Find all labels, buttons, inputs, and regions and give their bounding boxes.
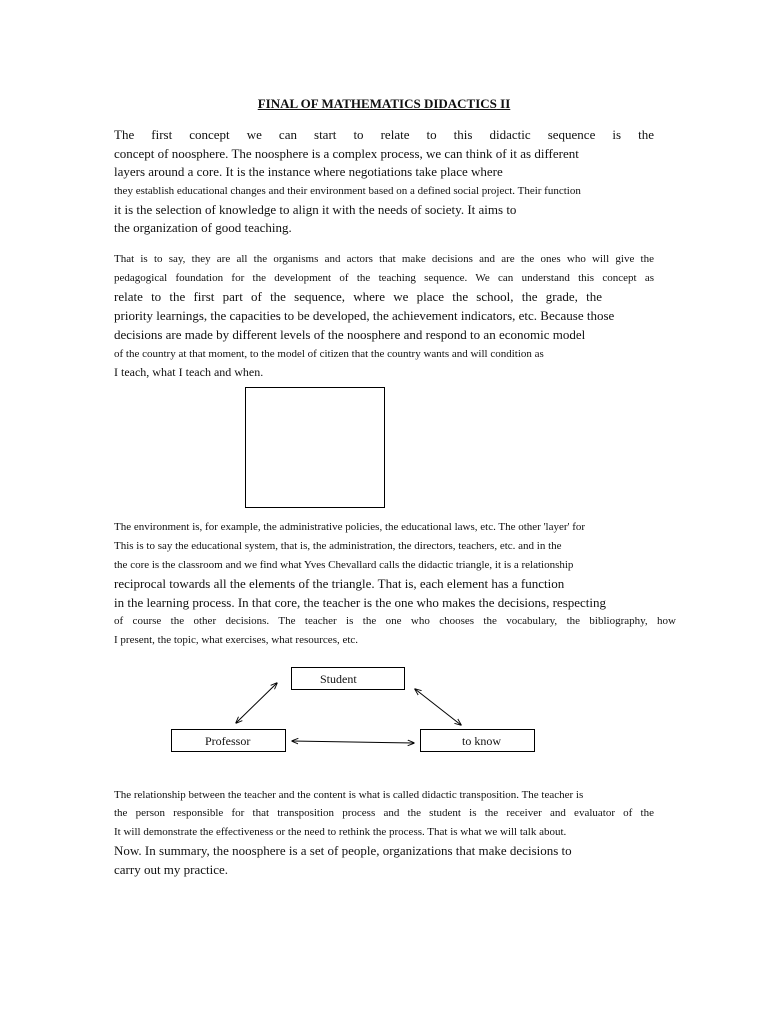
paragraph-3-line: The environment is, for example, the administrative policies, the educational laws, etc. The other 'layer' for — [114, 521, 586, 533]
to-know-node: to know — [420, 729, 535, 752]
paragraph-2-line: relate to the first part of the sequence, where we place the school, the grade, the — [114, 289, 602, 304]
paragraph-3-line: of course the other decisions. The teacher is the one who chooses the vocabulary, the bibliography, how — [114, 615, 676, 627]
professor-node: Professor — [171, 729, 286, 752]
student-professor-arrow — [236, 683, 277, 723]
paragraph-2-line: That is to say, they are all the organisms and actors that make decisions and are the ones who will give the — [114, 253, 654, 265]
paragraph-2-line: I teach, what I teach and when. — [114, 365, 264, 379]
title-suffix: II — [496, 96, 511, 111]
paragraph-1-line: layers around a core. It is the instance where negotiations take place where — [114, 164, 503, 179]
paragraph-1-line: The first concept we can start to relate to this didactic sequence is the — [114, 127, 654, 142]
student-to-know-arrow — [415, 689, 461, 725]
paragraph-2-line: of the country at that moment, to the model of citizen that the country wants and will condition as — [114, 348, 544, 360]
paragraph-1-line: the organization of good teaching. — [114, 220, 292, 235]
paragraph-3-line: This is to say the educational system, that is, the administration, the directors, teachers, etc. and in the — [114, 540, 562, 552]
paragraph-4-line: carry out my practice. — [114, 862, 229, 877]
paragraph-4-line: the person responsible for that transposition process and the student is the receiver and evaluator of the — [114, 807, 654, 819]
paragraph-2-line: priority learnings, the capacities to be developed, the achievement indicators, etc. Because those — [114, 308, 615, 323]
paragraph-1-line: it is the selection of knowledge to align it with the needs of society. It aims to — [114, 202, 517, 217]
paragraph-1-line: concept of noosphere. The noosphere is a complex process, we can think of it as different — [114, 146, 579, 161]
paragraph-2-line: pedagogical foundation for the development of the teaching sequence. We can understand this concept as — [114, 272, 654, 284]
paragraph-4-line: The relationship between the teacher and the content is what is called didactic transposition. The teacher is — [114, 789, 584, 801]
paragraph-4-line: Now. In summary, the noosphere is a set of people, organizations that make decisions to — [114, 843, 572, 858]
paragraph-2-line: decisions are made by different levels of the noosphere and respond to an economic model — [114, 327, 586, 342]
paragraph-3-line: I present, the topic, what exercises, what resources, etc. — [114, 634, 359, 646]
paragraph-3-line: reciprocal towards all the elements of the triangle. That is, each element has a function — [114, 576, 565, 591]
title-main: FINAL OF MATHEMATICS DIDACTICS — [257, 96, 497, 111]
paragraph-3-line: in the learning process. In that core, the teacher is the one who makes the decisions, respecting — [114, 595, 607, 610]
paragraph-1-line: they establish educational changes and their environment based on a defined social project. Their function — [114, 185, 581, 197]
empty-figure-box — [245, 387, 385, 508]
student-node: Student — [291, 667, 405, 690]
paragraph-4-line: It will demonstrate the effectiveness or the need to rethink the process. That is what we will talk about. — [114, 826, 567, 838]
document-title — [0, 96, 768, 112]
paragraph-3-line: the core is the classroom and we find what Yves Chevallard calls the didactic triangle, it is a relationship — [114, 559, 574, 571]
professor-to-know-arrow — [292, 741, 414, 743]
